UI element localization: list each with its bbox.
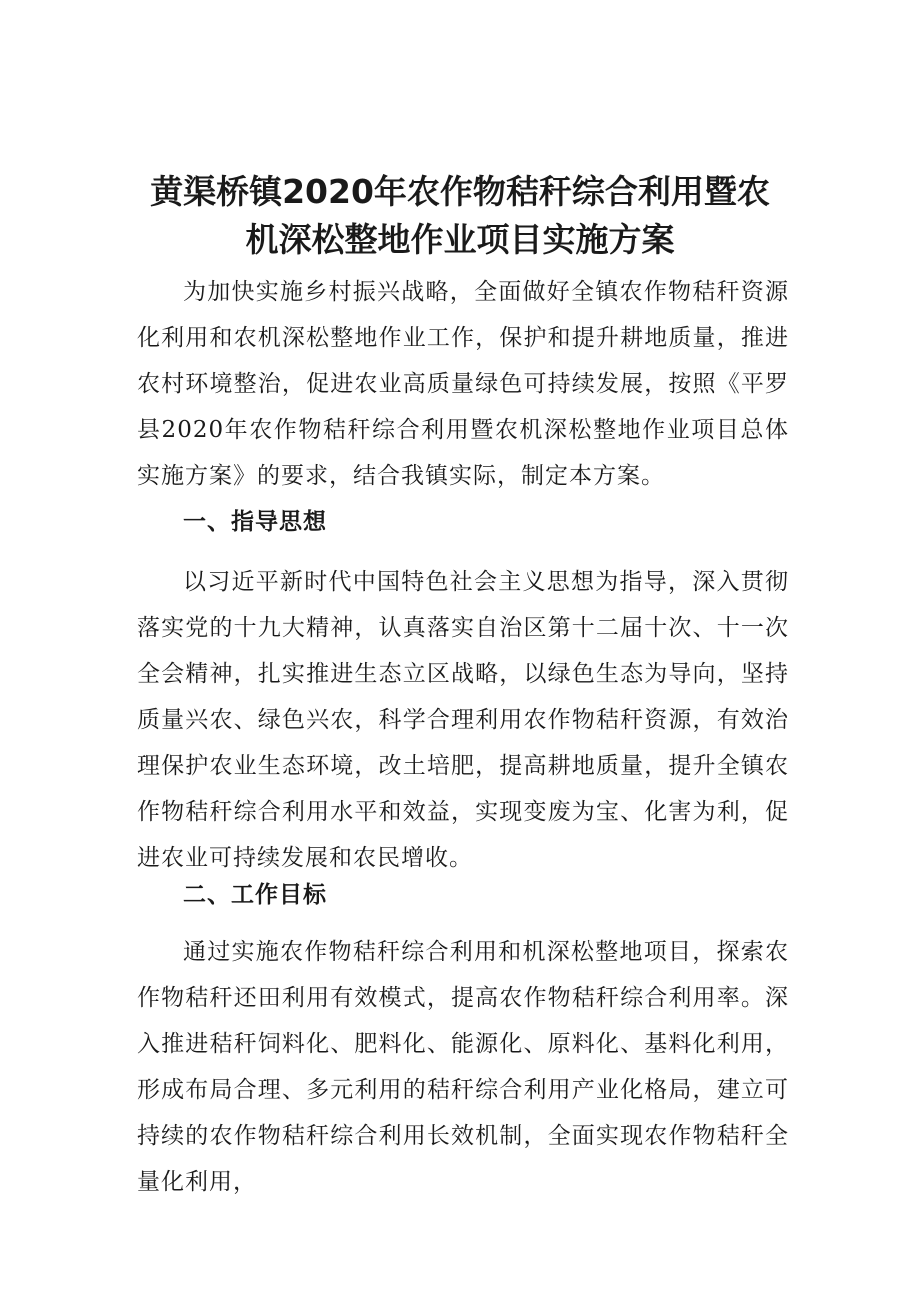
document-title-line-1: 黄渠桥镇2020年农作物秸秆综合利用暨农	[150, 172, 770, 211]
section-body-guiding-ideology: 以习近平新时代中国特色社会主义思想为指导，深入贯彻落实党的十九大精神，认真落实自治区第十二届十次、十一次全会精神，扎实推进生态立区战略，以绿色生态为导向，坚持质量兴农、绿色兴农，科学合理利用农作物秸秆资源，有效治理保护农业生态环境，改土培肥，提高耕地质量，提升全镇农作物秸秆综合利用水平和效益，实现变废为宝、化害为利，促进农业可持续发展和农民增收。	[137, 569, 789, 871]
intro-paragraph: 为加快实施乡村振兴战略，全面做好全镇农作物秸秆资源化利用和农机深松整地作业工作，保护和提升耕地质量，推进农村环境整治，促进农业高质量绿色可持续发展，按照《平罗县2020年农作物秸秆综合利用暨农机深松整地作业项目总体实施方案》的要求，结合我镇实际，制定本方案。	[137, 279, 789, 489]
document-title-line-2: 机深松整地作业项目实施方案	[245, 220, 675, 259]
section-heading-work-goals: 二、工作目标	[183, 882, 327, 908]
section-body-work-goals: 通过实施农作物秸秆综合利用和机深松整地项目，探索农作物秸秆还田利用有效模式，提高农作物秸秆综合利用率。深入推进秸秆饲料化、肥料化、能源化、原料化、基料化利用，形成布局合理、多元利用的秸秆综合利用产业化格局，建立可持续的农作物秸秆综合利用长效机制，全面实现农作物秸秆全量化利用，	[137, 939, 789, 1195]
section-heading-guiding-ideology: 一、指导思想	[183, 509, 327, 535]
